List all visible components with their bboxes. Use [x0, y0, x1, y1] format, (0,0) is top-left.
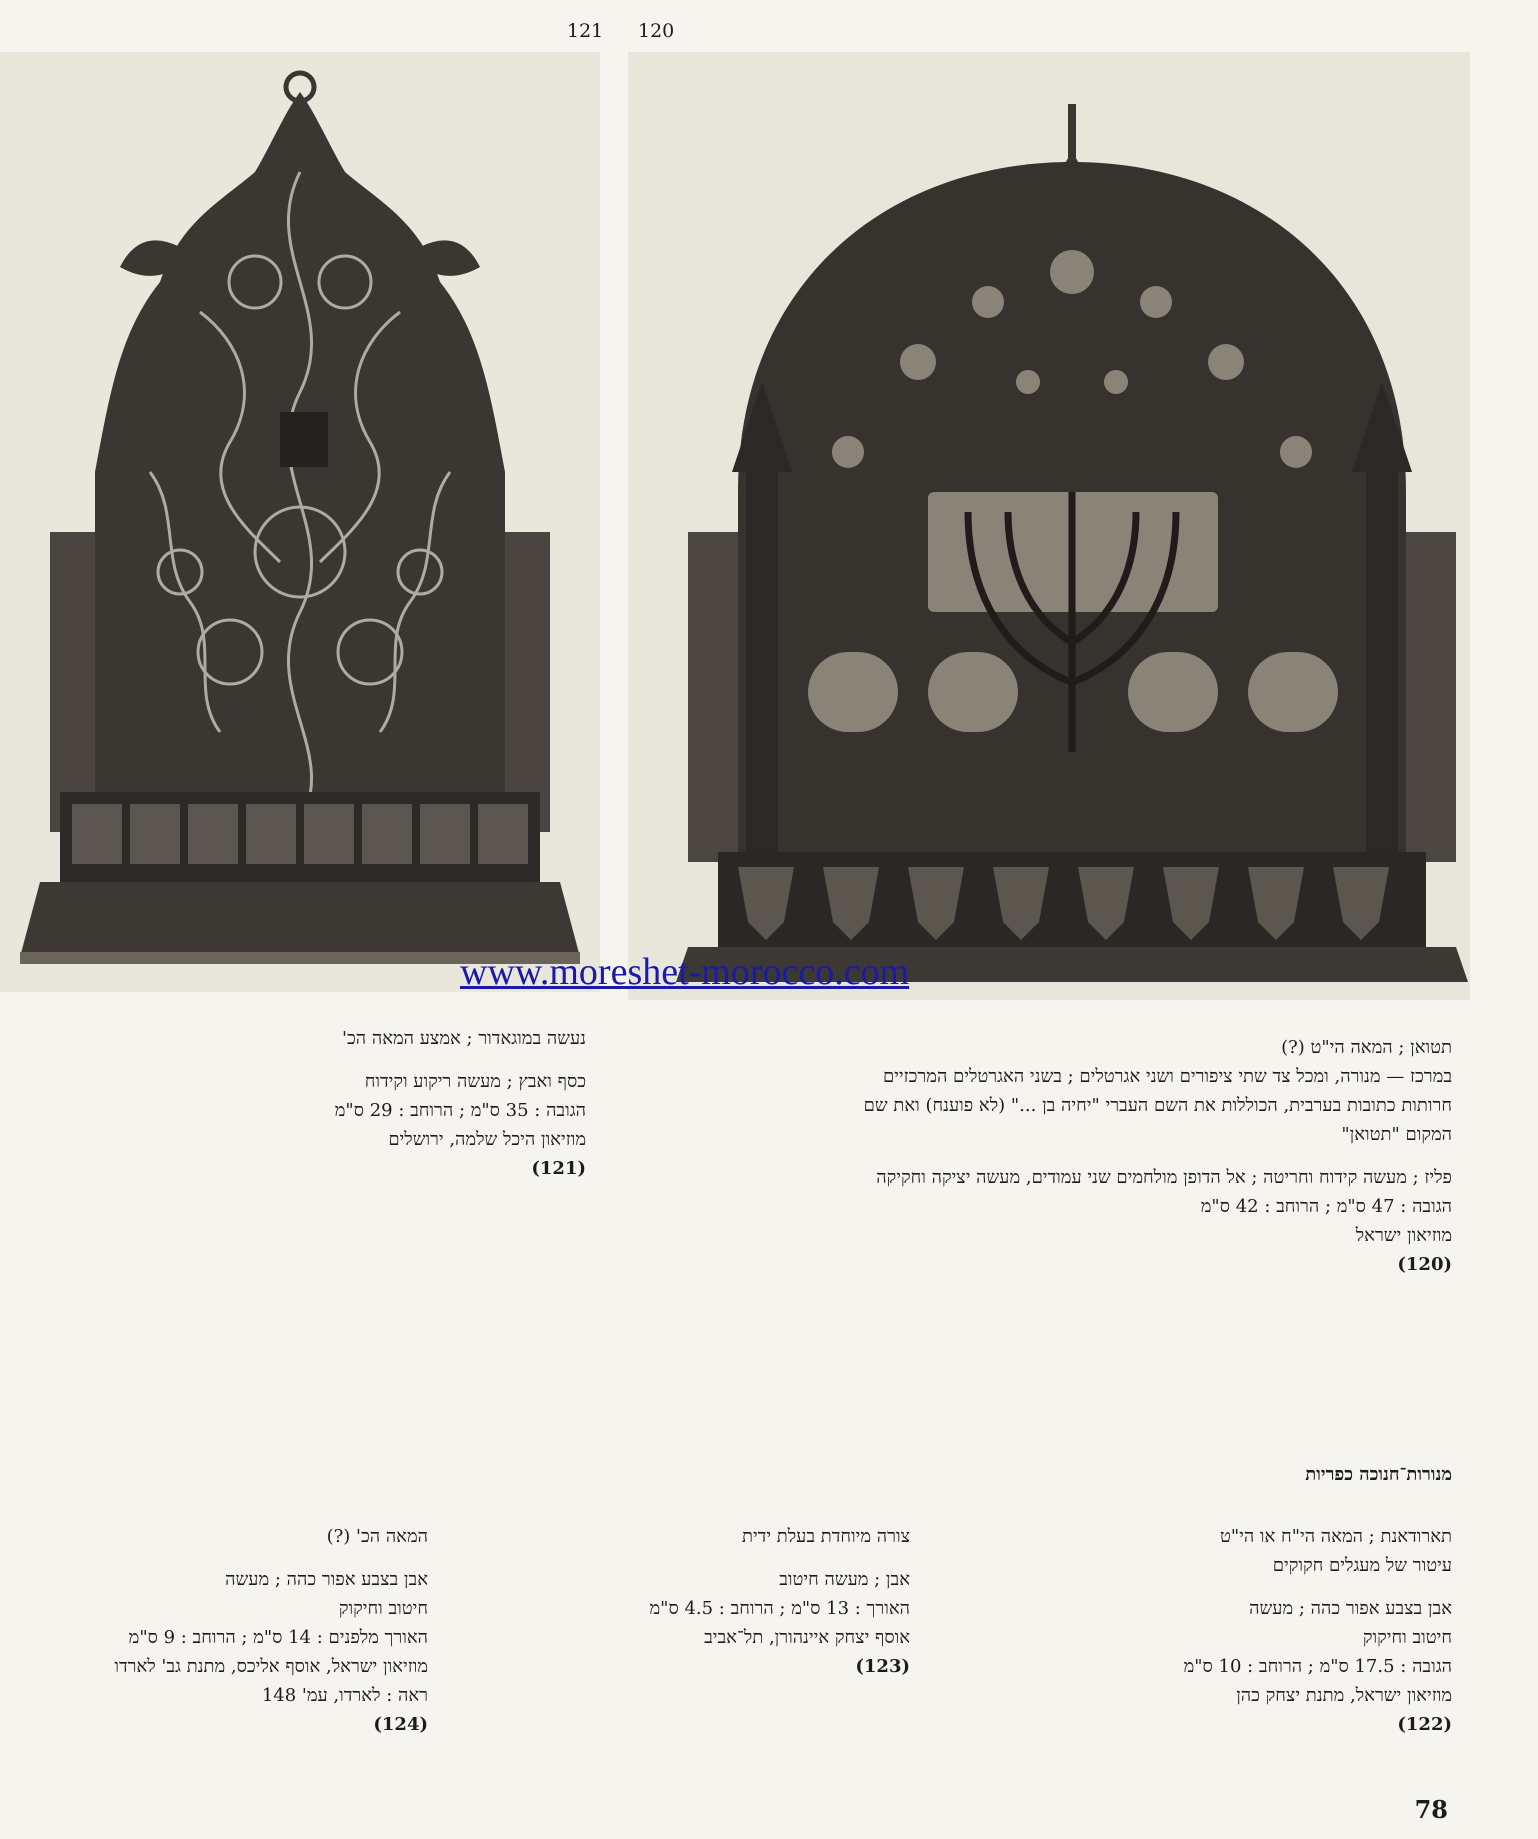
- caption-122: [1032, 1522, 1452, 1739]
- catalog-number-122: (122): [1397, 1714, 1452, 1735]
- caption-124-line: אבן בצבע אפור כהה ; מעשה: [225, 1569, 428, 1590]
- lamp-illustration-121: [0, 52, 600, 992]
- caption-122-line: חיטוב וחיקוק: [1362, 1627, 1452, 1648]
- catalog-number-120: (120): [1397, 1254, 1452, 1275]
- caption-120: [592, 1033, 1452, 1279]
- caption-120-line: המקום "תטואן": [1341, 1124, 1452, 1145]
- hanukkah-lamp-photo-121: [0, 52, 600, 992]
- caption-121-line: הגובה : 35 ס"מ ; הרוחב : 29 ס"מ: [334, 1100, 586, 1121]
- lamp-illustration-120: [628, 52, 1470, 1000]
- caption-124: [0, 1522, 428, 1739]
- hanukkah-lamp-photo-120: [628, 52, 1470, 1000]
- caption-123-line: אוסף יצחק איינהורן, תל־אביב: [704, 1627, 910, 1648]
- caption-120-line: חרותות כתובות בערבית, הכוללות את השם העברי "יחיה בן ..." (לא פוענח) ואת שם: [863, 1095, 1452, 1116]
- caption-122-line: תארודאנת ; המאה הי"ח או הי"ט: [1219, 1526, 1452, 1547]
- page-number: 78: [1414, 1795, 1448, 1824]
- caption-121-line: נעשה במוגאדור ; אמצע המאה הכ': [342, 1028, 586, 1049]
- caption-124-line: ראה : לארדו, עמ' 148: [261, 1685, 428, 1706]
- caption-122-line: עיטור של מעגלים חקוקים: [1272, 1555, 1452, 1576]
- caption-120-line: פליז ; מעשה קידוח וחריטה ; אל הדופן מולחמים שני עמודים, מעשה יציקה וחקיקה: [876, 1167, 1452, 1188]
- caption-121-line: כסף ואבץ ; מעשה ריקוע וקידוח: [364, 1071, 586, 1092]
- caption-124-line: מוזיאון ישראל, אוסף אליכס, מתנת גב' לארדו: [114, 1656, 428, 1677]
- watermark-link[interactable]: www.moreshet-morocco.com: [460, 951, 910, 993]
- caption-123: [530, 1522, 910, 1681]
- caption-120-line: במרכז — מנורה, ומכל צד שתי ציפורים ושני אגרטלים ; בשני האגרטלים המרכזיים: [882, 1066, 1452, 1087]
- page-number-121: 121: [567, 20, 604, 42]
- catalog-number-124: (124): [373, 1714, 428, 1735]
- caption-124-line: האורך מלפנים : 14 ס"מ ; הרוחב : 9 ס"מ: [128, 1627, 428, 1648]
- caption-123-line: האורך : 13 ס"מ ; הרוחב : 4.5 ס"מ: [649, 1598, 910, 1619]
- page-number-120: 120: [638, 20, 675, 42]
- caption-124-line: המאה הכ' (?): [326, 1526, 428, 1547]
- caption-122-line: אבן בצבע אפור כהה ; מעשה: [1249, 1598, 1452, 1619]
- catalog-number-123: (123): [855, 1656, 910, 1677]
- caption-122-line: הגובה : 17.5 ס"מ ; הרוחב : 10 ס"מ: [1183, 1656, 1452, 1677]
- caption-120-line: הגובה : 47 ס"מ ; הרוחב : 42 ס"מ: [1200, 1196, 1452, 1217]
- caption-122-line: מוזיאון ישראל, מתנת יצחק כהן: [1236, 1685, 1452, 1706]
- catalog-number-121: (121): [531, 1158, 586, 1179]
- caption-120-line: מוזיאון ישראל: [1355, 1225, 1452, 1246]
- caption-123-line: אבן ; מעשה חיטוב: [779, 1569, 910, 1590]
- caption-120-line: תטואן ; המאה הי"ט (?): [1281, 1037, 1452, 1058]
- caption-123-line: צורה מיוחדת בעלת ידית: [741, 1526, 910, 1547]
- caption-121-line: מוזיאון היכל שלמה, ירושלים: [388, 1129, 586, 1150]
- caption-124-line: חיטוב וחיקוק: [338, 1598, 428, 1619]
- section-heading: מנורות־חנוכה כפריות: [1305, 1464, 1452, 1485]
- caption-121: [26, 1024, 586, 1183]
